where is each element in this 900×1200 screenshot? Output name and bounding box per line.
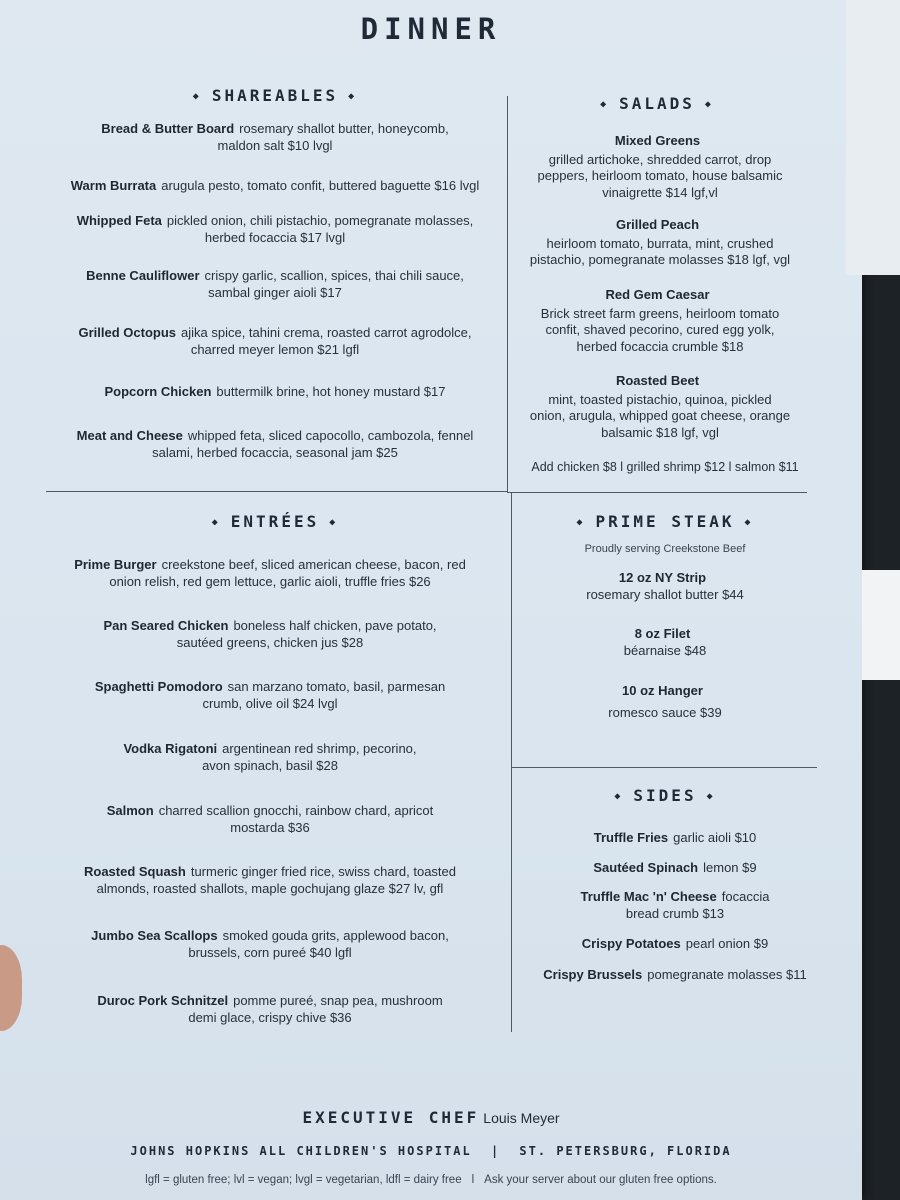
item-name: Roasted Beet (615, 373, 700, 388)
item-desc-2: sambal ginger aioli $17 (208, 284, 342, 300)
legend-text: lgfl = gluten free; lvl = vegan; lvgl = vegetarian, ldfl = dairy free (145, 1174, 462, 1186)
salad-item (515, 373, 805, 441)
item-desc-line: mint, toasted pistachio, quinoa, pickled (548, 391, 772, 407)
item-desc: smoked gouda grits, applewood bacon, (222, 928, 449, 943)
steak-item (515, 683, 815, 721)
item-desc: rosemary shallot butter $44 (586, 586, 744, 602)
steak-sides-divider (511, 767, 817, 768)
shareables-heading (50, 86, 500, 105)
prime-steak-subtitle: Proudly serving Creekstone Beef (584, 543, 746, 555)
diamond-icon: ◆ (600, 99, 610, 110)
sides-title: SIDES (633, 786, 697, 805)
salad-addons: Add chicken $8 l grilled shrimp $12 l salmon $11 (531, 460, 799, 474)
item-desc-line: balsamic $18 lgf, vgl (601, 424, 719, 440)
column-divider-bottom (511, 492, 512, 1032)
item-name: Grilled Octopus (78, 325, 177, 340)
item-desc: whipped feta, sliced capocollo, cambozola, fennel (187, 428, 474, 443)
item-desc-2: herbed focaccia $17 lvgl (204, 229, 346, 245)
diamond-icon: ◆ (706, 791, 716, 802)
steak-item (515, 570, 815, 603)
menu-item (40, 268, 510, 301)
item-desc-line: herbed focaccia crumble $18 (576, 338, 744, 354)
menu-item (40, 178, 510, 195)
item-name: Pan Seared Chicken (103, 618, 229, 633)
item-name: Prime Burger (74, 557, 157, 572)
item-name: 8 oz Filet (634, 626, 691, 641)
item-desc: crispy garlic, scallion, spices, thai chili sauce, (204, 268, 464, 283)
menu-item (30, 679, 510, 712)
item-name: Grilled Peach (615, 217, 700, 232)
side-item (515, 860, 835, 877)
salad-item (515, 217, 805, 269)
menu-item (30, 928, 510, 961)
item-name: Roasted Squash (83, 864, 186, 879)
item-desc: focaccia (721, 889, 770, 904)
item-name: 10 oz Hanger (622, 683, 703, 698)
side-item (515, 830, 835, 847)
item-name: Jumbo Sea Scallops (91, 928, 218, 943)
item-name: Crispy Brussels (543, 967, 643, 982)
menu-item (40, 213, 510, 246)
item-desc: turmeric ginger fried rice, swiss chard, toasted (190, 864, 456, 879)
city-name: ST. PETERSBURG, FLORIDA (519, 1144, 732, 1158)
item-desc: creekstone beef, sliced american cheese, bacon, red (161, 557, 466, 572)
item-desc: pomme pureé, snap pea, mushroom (233, 993, 443, 1008)
venue-separator: | (490, 1144, 501, 1158)
item-name: Truffle Mac 'n' Cheese (580, 889, 717, 904)
background-paper (846, 0, 900, 275)
item-desc-2: mostarda $36 (230, 819, 310, 835)
item-desc-line: heirloom tomato, burrata, mint, crushed (546, 235, 774, 251)
item-name: Crispy Potatoes (581, 936, 681, 951)
section-divider-right (507, 492, 807, 493)
item-desc-line: confit, shaved pecorino, cured egg yolk, (545, 322, 775, 337)
item-desc: rosemary shallot butter, honeycomb, (239, 121, 449, 136)
venue-line (0, 1144, 862, 1158)
item-desc-line: onion, arugula, whipped goat cheese, orange (529, 408, 791, 423)
item-desc-2: onion relish, red gem lettuce, garlic aioli, truffle fries $26 (109, 573, 431, 589)
item-name: Red Gem Caesar (605, 287, 710, 302)
item-desc-2: bread crumb $13 (625, 905, 725, 921)
item-name: Truffle Fries (593, 830, 669, 845)
item-desc-2: maldon salt $10 lvgl (217, 137, 333, 153)
menu-title: DINNER (360, 12, 502, 46)
item-desc: san marzano tomato, basil, parmesan (227, 679, 446, 694)
diamond-icon: ◆ (744, 517, 754, 528)
menu-item (40, 121, 510, 154)
item-name: Salmon (106, 803, 154, 818)
item-desc: pickled onion, chili pistachio, pomegranate molasses, (166, 213, 474, 228)
item-desc-line: Brick street farm greens, heirloom tomato (540, 305, 780, 321)
salad-item (515, 287, 805, 355)
diamond-icon: ◆ (704, 99, 714, 110)
legend-separator: l (471, 1174, 475, 1186)
steak-item (515, 626, 815, 659)
item-desc: béarnaise $48 (623, 642, 707, 658)
item-name: Meat and Cheese (76, 428, 183, 443)
diamond-icon: ◆ (348, 91, 358, 102)
salads-title: SALADS (619, 94, 695, 113)
gluten-note: Ask your server about our gluten free options. (484, 1174, 717, 1186)
menu-item (30, 993, 510, 1026)
prime-steak-heading (515, 512, 815, 531)
item-desc-2: brussels, corn pureé $40 lgfl (188, 944, 352, 960)
diamond-icon: ◆ (614, 791, 624, 802)
menu-item (40, 428, 510, 461)
side-item (515, 889, 835, 922)
item-name: Bread & Butter Board (101, 121, 235, 136)
item-desc: buttermilk brine, hot honey mustard $17 (216, 384, 446, 399)
item-name: Duroc Pork Schnitzel (97, 993, 229, 1008)
background-paper (862, 570, 900, 680)
item-name: 12 oz NY Strip (618, 570, 707, 585)
item-name: Spaghetti Pomodoro (94, 679, 223, 694)
diamond-icon: ◆ (329, 517, 339, 528)
item-name: Mixed Greens (614, 133, 701, 148)
item-name: Popcorn Chicken (104, 384, 212, 399)
item-desc-2: demi glace, crispy chive $36 (188, 1009, 352, 1025)
hospital-name: JOHNS HOPKINS ALL CHILDREN'S HOSPITAL (130, 1144, 472, 1158)
item-desc: romesco sauce $39 (608, 704, 722, 720)
item-desc-2: crumb, olive oil $24 lvgl (202, 695, 338, 711)
prime-steak-title: PRIME STEAK (595, 512, 735, 531)
menu-item (30, 803, 510, 836)
dietary-legend (0, 1174, 862, 1186)
item-desc-2: almonds, roasted shallots, maple gochujang glaze $27 lv, gfl (96, 880, 444, 896)
entrees-title: ENTRÉES (230, 512, 320, 531)
item-desc: arugula pesto, tomato confit, buttered baguette $16 lvgl (161, 178, 480, 193)
item-desc-2: sautéed greens, chicken jus $28 (176, 634, 364, 650)
item-desc-line: peppers, heirloom tomato, house balsamic (537, 168, 783, 183)
item-name: Sautéed Spinach (593, 860, 699, 875)
item-desc: pomegranate molasses $11 (647, 967, 807, 982)
item-desc-line: grilled artichoke, shredded carrot, drop (548, 151, 772, 167)
section-divider-left (46, 491, 507, 492)
diamond-icon: ◆ (576, 517, 586, 528)
item-desc-2: avon spinach, basil $28 (202, 757, 338, 773)
item-desc-line: pistachio, pomegranate molasses $18 lgf, vgl (529, 252, 791, 267)
chef-label: EXECUTIVE CHEF (302, 1108, 480, 1127)
diamond-icon: ◆ (192, 91, 202, 102)
item-desc: boneless half chicken, pave potato, (233, 618, 437, 633)
menu-item (30, 618, 510, 651)
item-desc: charred scallion gnocchi, rainbow chard, apricot (158, 803, 434, 818)
item-desc: garlic aioli $10 (673, 830, 757, 845)
menu-item (30, 741, 510, 774)
executive-chef (0, 1108, 862, 1127)
sides-heading (515, 786, 815, 805)
menu-item (40, 325, 510, 358)
item-name: Benne Cauliflower (86, 268, 200, 283)
menu-item (30, 864, 510, 897)
shareables-title: SHAREABLES (211, 86, 339, 105)
item-desc-2: salami, herbed focaccia, seasonal jam $25 (152, 444, 398, 460)
item-desc: lemon $9 (703, 860, 757, 875)
diamond-icon: ◆ (211, 517, 221, 528)
item-desc: argentinean red shrimp, pecorino, (222, 741, 417, 756)
salad-item (515, 133, 805, 201)
menu-item (30, 557, 510, 590)
chef-name: Louis Meyer (483, 1110, 560, 1126)
item-desc-line: vinaigrette $14 lgf,vl (602, 184, 718, 200)
side-item (515, 967, 835, 984)
item-name: Vodka Rigatoni (123, 741, 218, 756)
side-item (515, 936, 835, 953)
menu-item (40, 384, 510, 401)
item-name: Whipped Feta (76, 213, 162, 228)
item-desc: ajika spice, tahini crema, roasted carrot agrodolce, (181, 325, 472, 340)
entrees-heading (50, 512, 500, 531)
salads-heading (512, 94, 802, 113)
item-name: Warm Burrata (70, 178, 157, 193)
item-desc: pearl onion $9 (685, 936, 769, 951)
item-desc-2: charred meyer lemon $21 lgfl (190, 341, 360, 357)
